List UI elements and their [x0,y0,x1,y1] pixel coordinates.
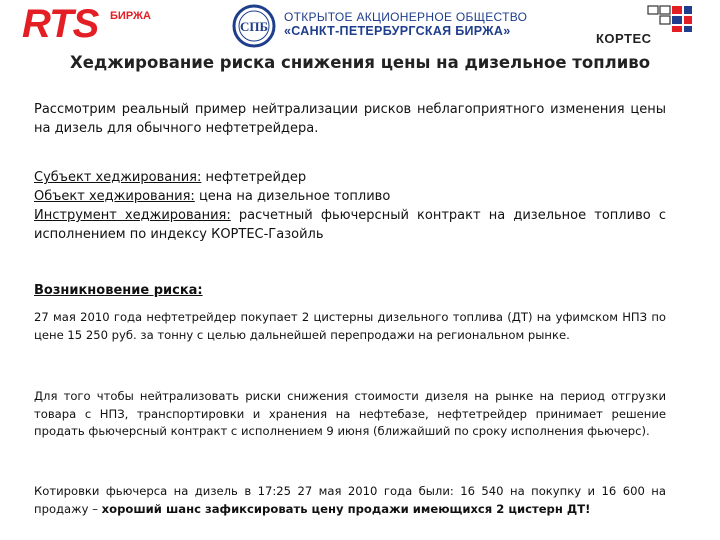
object-label: Объект хеджирования: [34,189,195,204]
subject-label: Субъект хеджирования: [34,170,202,185]
intro-paragraph: Рассмотрим реальный пример нейтрализации рисков неблагоприятного изменения цены на дизель для обычного нефтетрейдера. [34,102,666,136]
instrument-value: расчетный фьючерсный контракт на дизельное топливо с исполнением по индексу КОРТЕС-Газойль [34,208,666,242]
instrument-label: Инструмент хеджирования: [34,208,231,223]
risk-paragraph-3 [34,483,666,518]
spb-exchange-name: «САНКТ-ПЕТЕРБУРГСКАЯ БИРЖА» [284,24,511,38]
quote-conclusion: хороший шанс зафиксировать цену продажи имеющихся 2 цистерн ДТ! [101,501,591,516]
kortes-logo-text: КОРТЕС [596,31,652,46]
rts-logo-subtitle: БИРЖА [110,10,151,22]
risk-heading: Возникновение риска: [34,283,203,298]
rts-logo: RTS [22,2,99,46]
instrument-line [34,206,666,244]
quote-text: Котировки фьючерса на дизель в 17:25 27 мая 2010 года были: 16 540 на покупку и 16 600 на продажу – [34,484,666,516]
object-line [34,187,666,206]
subject-value: нефтетрейдер [201,170,307,185]
risk-paragraph-2: Для того чтобы нейтрализовать риски снижения стоимости дизеля на рынке на период отгрузки товара с НПЗ, транспортировки и хранения на нефтебазе, нефтетрейдер принимает решение продать фьючерсный контракт с исполнением 9 июня (ближайший по сроку исполнения фьючерс). [34,389,666,438]
risk-paragraph-1: 27 мая 2010 года нефтетрейдер покупает 2 цистерны дизельного топлива (ДТ) на уфимском НПЗ по цене 15 250 руб. за тонну с целью дальнейшей перепродажи на региональном рынке. [34,310,666,342]
object-value: цена на дизельное топливо [194,189,391,204]
hedging-details [34,168,666,244]
page-title: Хеджирование риска снижения цены на дизельное топливо [69,53,651,72]
svg-text:СПБ: СПБ [239,19,269,34]
subject-line [34,168,666,187]
spb-company-type: ОТКРЫТОЕ АКЦИОНЕРНОЕ ОБЩЕСТВО [284,10,528,24]
spb-exchange-emblem-icon [232,4,276,48]
